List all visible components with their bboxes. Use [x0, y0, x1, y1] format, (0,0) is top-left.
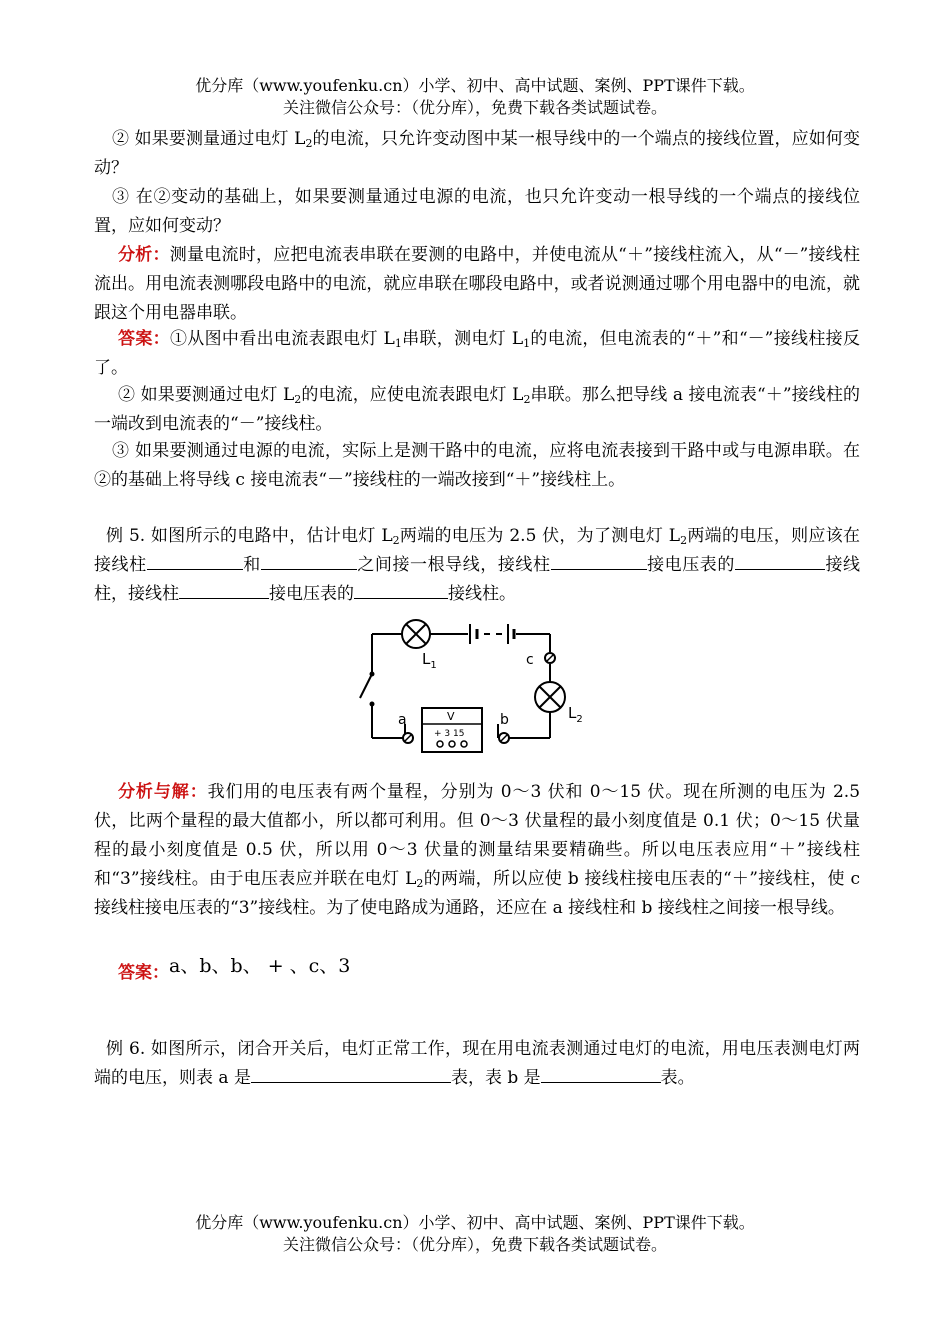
analysis-solution-label: 分析与解：: [118, 782, 208, 802]
footer-line-1: 优分库（www.youfenku.cn）小学、初中、高中试题、案例、PPT课件下载。: [195, 1213, 755, 1232]
example-6: 例 6. 如图所示，闭合开关后，电灯正常工作，现在用电流表测通过电灯的电流，用电压表测电灯两端的电压，则表 a 是 表，表 b 是 表。: [94, 1039, 860, 1088]
terminal-a-icon: [403, 733, 413, 743]
question-2: ② 如果要测量通过电灯 $L_2$的电流，只允许变动图中某一根导线中的一个端点的接线位置，应如何变动？: [94, 129, 860, 178]
question-3: ③ 在②变动的基础上，如果要测量通过电源的电流，也只允许变动一根导线的一个端点的接线位置，应如何变动？: [94, 187, 860, 236]
terminal-c-icon: [545, 653, 555, 663]
label-l2: $L_2$: [568, 704, 583, 725]
blank-4[interactable]: [735, 551, 825, 570]
label-a: a: [398, 712, 407, 728]
answer-3: ③ 如果要测通过电源的电流，实际上是测干路中的电流，应将电流表接到干路中或与电源串联。在②的基础上将导线 c 接电流表“－”接线柱的一端改接到“＋”接线柱上。: [94, 441, 860, 490]
header-line-2: 关注微信公众号：（优分库），免费下载各类试题试卷。: [282, 98, 667, 117]
circuit-diagram: [350, 612, 592, 768]
header-line-1: 优分库（www.youfenku.cn）小学、初中、高中试题、案例、PPT课件下载。: [195, 76, 755, 95]
answer-1: 答案：①从图中看出电流表跟电灯 $L_1$串联，测电灯 $L_1$的电流，但电流表的“＋”和“－”接线柱接反了。: [94, 329, 860, 378]
blank-5[interactable]: [179, 580, 269, 599]
answer-5: 答案：a、b、b、 + 、c、3: [118, 955, 351, 983]
answer-2: ② 如果要测通过电灯 $L_2$的电流，应使电流表跟电灯 $L_2$串联。那么把导线 a 接电流表“＋”接线柱的一端改到电流表的“－”接线柱。: [94, 385, 860, 434]
example-5: 例 5. 如图所示的电路中，估计电灯 $L_2$两端的电压为 2.5 伏，为了测电灯 $L_2$两端的电压，则应该在接线柱 和 之间接一根导线，接线柱 接电压表的 接线柱，接线柱 接电压表的 接线柱。: [94, 526, 861, 604]
page-footer: [0, 1212, 950, 1256]
blank-meter-a[interactable]: [251, 1064, 451, 1083]
terminal-b-icon: [499, 733, 509, 743]
label-b: b: [500, 712, 509, 728]
blank-6[interactable]: [354, 580, 448, 599]
analysis-and-solution: 分析与解：我们用的电压表有两个量程，分别为 0～3 伏和 0～15 伏。现在所测的电压为 2.5 伏，比两个量程的最大值都小，所以都可利用。但 0～3 伏量程的最小刻度值是 0.1 伏；0～15 伏量程的最小刻度值是 0.5 伏，所以用 0～3 伏量的测量结果要精确些。所以电压表应用“＋”接线柱和“3”接线柱。由于电压表应并联在电灯 $L_2$的两端，所以应使 b 接线柱接电压表的“＋”接线柱，使 c 接线柱接电压表的“3”接线柱。为了使电路成为通路，还应在 a 接线柱和 b 接线柱之间接一根导线。: [94, 782, 861, 918]
meter-label: V: [447, 710, 455, 723]
page-header: [0, 75, 950, 119]
analysis-label: 分析：: [118, 245, 170, 265]
blank-3[interactable]: [551, 551, 647, 570]
footer-line-2: 关注微信公众号：（优分库），免费下载各类试题试卷。: [282, 1235, 667, 1254]
battery-icon: [470, 624, 514, 644]
answer-label: 答案：: [118, 329, 170, 349]
blank-1[interactable]: [147, 551, 243, 570]
analysis-paragraph: 分析：测量电流时，应把电流表串联在要测的电路中，并使电流从“＋”接线柱流入，从“－”接线柱流出。用电流表测哪段电路中的电流，就应串联在哪段电路中，或者说测通过哪个用电器中的电流，就跟这个用电器串联。: [94, 245, 860, 323]
label-c: c: [526, 652, 534, 668]
answer-5-label: 答案：: [118, 963, 169, 983]
blank-2[interactable]: [261, 551, 357, 570]
lamp-l1-icon: [402, 620, 430, 648]
label-l1: $L_1$: [422, 650, 437, 671]
lamp-l2-icon: [535, 682, 565, 712]
blank-meter-b[interactable]: [541, 1064, 661, 1083]
meter-terminals: + 3 15: [434, 729, 465, 739]
